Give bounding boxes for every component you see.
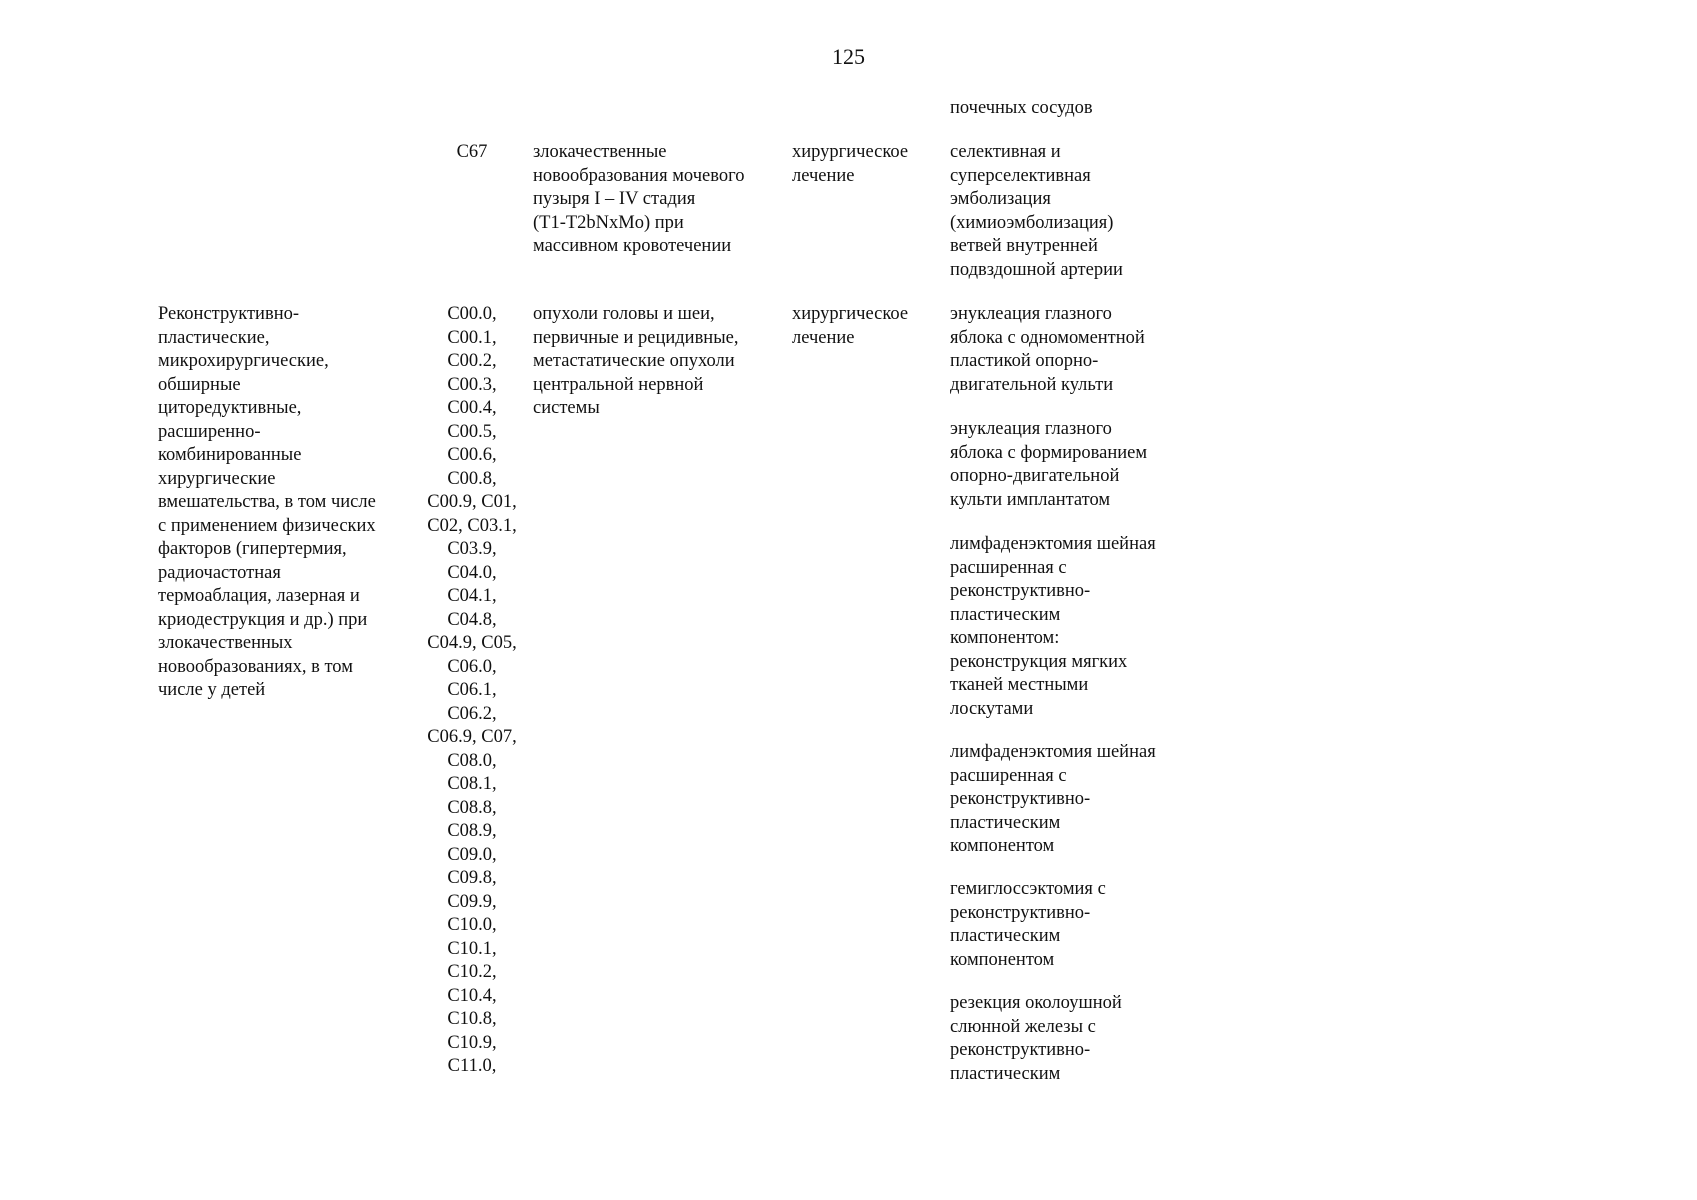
method-item: энуклеация глазного яблока с одномоментной пластикой опорно- двигательной культи: [950, 304, 1145, 395]
method-cell: селективная и суперселективная эмболизация (химиоэмболизация) ветвей внутренней подвздошной артерии: [950, 142, 1123, 280]
method-item: резекция околоушной слюнной железы с реконструктивно- пластическим: [950, 993, 1122, 1084]
method-item: энуклеация глазного яблока с формированием опорно-двигательной культи имплантатом: [950, 419, 1148, 510]
diagnosis-cell: опухоли головы и шеи, первичные и рецидивные, метастатические опухоли центральной нервной системы: [533, 304, 739, 418]
care-group-cell: Реконструктивно- пластические, микрохирургические, обширные циторедуктивные, расширенно- комбинированные хирургические вмешательства, в том числе с применением физических факторов (гипертермия, радиочастотная термоаблация, лазерная и криодеструкция и др.) при злокачественных новообразованиях, в том числе у детей: [158, 304, 376, 700]
method-item: гемиглоссэктомия с реконструктивно- пластическим компонентом: [950, 879, 1106, 970]
treatment-cell: хирургическое лечение: [792, 304, 909, 348]
page-number: 125: [832, 44, 865, 69]
method-item: лимфаденэктомия шейная расширенная с реконструктивно- пластическим компонентом: реконструкция мягких тканей местными лоскутами: [950, 534, 1156, 719]
method-item: лимфаденэктомия шейная расширенная с реконструктивно- пластическим компонентом: [950, 742, 1156, 856]
icd-code-cell: C67: [456, 142, 488, 162]
method-cell-continued: почечных сосудов: [950, 98, 1093, 118]
icd-codes-cell: C00.0, C00.1, C00.2, C00.3, C00.4, C00.5, C00.6, C00.8, C00.9, C01, C02, C03.1, C03.9, C04.0, C04.1, C04.8, C04.9, C05, C06.0, C06.1, C06.2, C06.9, C07, C08.0, C08.1, C08.8, C08.9, C09.0, C09.8, C09.9, C10.0, C10.1, C10.2, C10.4, C10.8, C10.9, C11.0,: [427, 304, 517, 1076]
diagnosis-cell: злокачественные новообразования мочевого пузыря I – IV стадия (T1-T2bNxMo) при массивном кровотечении: [533, 142, 745, 256]
treatment-cell: хирургическое лечение: [792, 142, 909, 186]
